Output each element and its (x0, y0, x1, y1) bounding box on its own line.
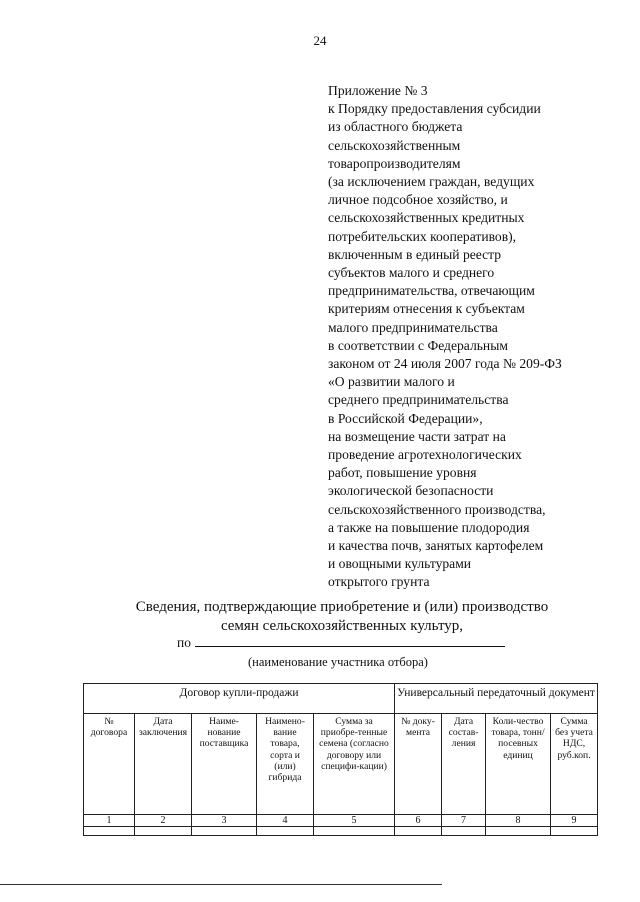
table-cell (257, 827, 314, 836)
annex-line: работ, повышение уровня (328, 465, 477, 481)
annex-line: и качества почв, занятых картофелем (328, 538, 544, 554)
annex-line: проведение агротехнологических (328, 447, 522, 463)
table-cell (395, 827, 442, 836)
column-header: Сумма без учета НДС, руб.коп. (551, 714, 598, 815)
document-group-header: Универсальный передаточный документ (395, 684, 598, 714)
table-group-row (84, 684, 598, 714)
column-number: 1 (84, 815, 135, 827)
annex-line: малого предпринимательства (328, 319, 498, 335)
annex-line: потребительских кооперативов), (328, 228, 517, 244)
annex-line: сельскохозяйственным (328, 137, 461, 153)
form-title-line: семян сельскохозяйственных культур, (220, 618, 464, 634)
table-cell (135, 827, 192, 836)
table-header-row (84, 714, 598, 815)
table-empty-row (84, 827, 598, 836)
annex-line: в Российской Федерации», (328, 410, 483, 426)
column-number: 7 (442, 815, 486, 827)
table-cell (551, 827, 598, 836)
footer-divider (0, 884, 442, 885)
annex-line: критериям отнесения к субъектам (328, 301, 525, 317)
annex-line: из областного бюджета (328, 119, 463, 135)
column-number: 9 (551, 815, 598, 827)
participant-blank-line (195, 634, 505, 647)
table-cell (486, 827, 551, 836)
po-label: по (177, 635, 191, 650)
table-cell (192, 827, 257, 836)
annex-line: Приложение № 3 (328, 83, 428, 98)
annex-line: к Порядку предоставления субсидии (328, 101, 541, 117)
annex-line: на возмещение части затрат на (328, 428, 506, 444)
annex-line: открытого грунта (328, 574, 430, 590)
page-number: 24 (313, 33, 327, 48)
column-header: Коли-чество товара, тонн/ посевных единиц (486, 714, 551, 815)
column-number: 2 (135, 815, 192, 827)
form-title (0, 598, 640, 636)
annex-line: субъектов малого и среднего (328, 265, 495, 281)
column-header: Дата заключения (135, 714, 192, 815)
annex-header (328, 82, 628, 592)
table-cell (442, 827, 486, 836)
annex-line: сельскохозяйственного производства, (328, 501, 546, 517)
annex-line: товаропроизводителям (328, 155, 461, 171)
seed-purchase-table (83, 683, 598, 836)
annex-line: экологической безопасности (328, 483, 494, 499)
column-number-row (84, 815, 598, 827)
column-number: 3 (192, 815, 257, 827)
table-cell (84, 827, 135, 836)
annex-line: предпринимательства, отвечающим (328, 283, 535, 299)
annex-line: (за исключением граждан, ведущих (328, 174, 535, 190)
column-number: 4 (257, 815, 314, 827)
column-number: 5 (314, 815, 395, 827)
participant-row (177, 634, 505, 651)
annex-line: в соответствии с Федеральным (328, 337, 508, 353)
column-header: Сумма за приобре-тенные семена (согласно договору или специфи-кации) (314, 714, 395, 815)
column-header: № доку-мента (395, 714, 442, 815)
column-number: 6 (395, 815, 442, 827)
annex-line: а также на повышение плодородия (328, 519, 530, 535)
column-header: № договора (84, 714, 135, 815)
contract-group-header: Договор купли-продажи (84, 684, 395, 714)
column-header: Наиме-нование поставщика (192, 714, 257, 815)
annex-line: среднего предпринимательства (328, 392, 509, 408)
column-header: Наимено-вание товара, сорта и (или) гибрида (257, 714, 314, 815)
participant-caption: (наименование участника отбора) (248, 655, 428, 669)
annex-line: и овощными культурами (328, 556, 472, 572)
annex-line: «О развитии малого и (328, 374, 455, 390)
column-number: 8 (486, 815, 551, 827)
annex-line: законом от 24 июля 2007 года № 209-ФЗ (328, 356, 562, 372)
column-header: Дата состав-ления (442, 714, 486, 815)
table-cell (314, 827, 395, 836)
annex-line: включенным в единый реестр (328, 246, 502, 262)
annex-line: личное подсобное хозяйство, и (328, 192, 508, 208)
form-title-line: Сведения, подтверждающие приобретение и (или) производство (135, 599, 549, 615)
annex-line: сельскохозяйственных кредитных (328, 210, 525, 226)
